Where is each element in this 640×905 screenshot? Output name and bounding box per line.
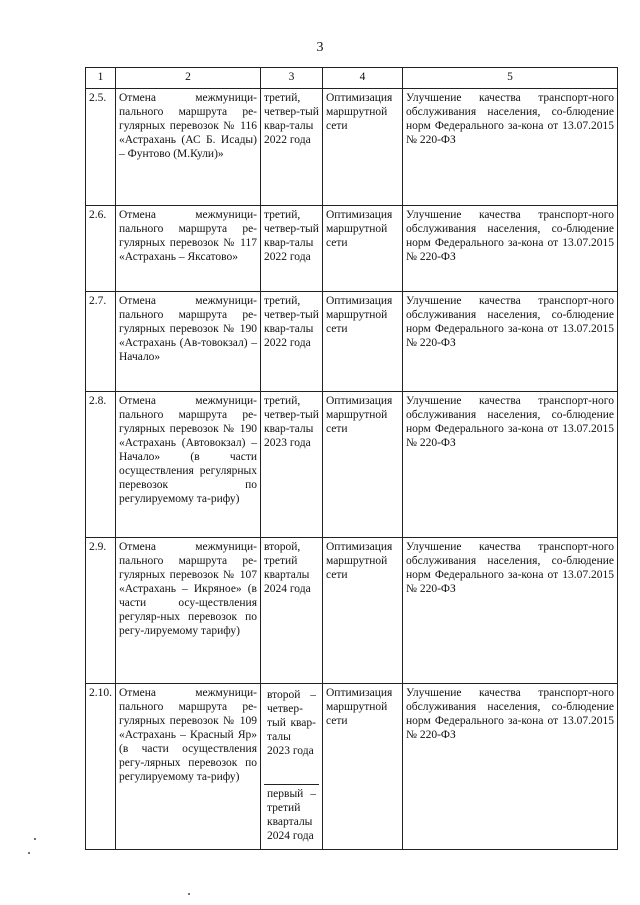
header-cell-2: 2 bbox=[116, 68, 261, 89]
header-cell-3: 3 bbox=[261, 68, 323, 89]
row-goal: Оптимизация маршрутной сети bbox=[323, 538, 403, 684]
row-period: третий, четвер-тый квар-талы 2022 года bbox=[261, 206, 323, 292]
row-goal: Оптимизация маршрутной сети bbox=[323, 292, 403, 392]
row-number: 2.7. bbox=[86, 292, 116, 392]
table-row bbox=[86, 206, 618, 292]
row-number: 2.6. bbox=[86, 206, 116, 292]
row-result: Улучшение качества транспорт-ного обслуживания населения, со-блюдение норм Федерального за-кона от 13.07.2015 № 220-ФЗ bbox=[403, 292, 618, 392]
row-description: Отмена межмуници-пального маршрута ре-гулярных перевозок № 117 «Астрахань – Яксатово» bbox=[116, 206, 261, 292]
header-cell-5: 5 bbox=[403, 68, 618, 89]
row-result: Улучшение качества транспорт-ного обслуживания населения, со-блюдение норм Федерального за-кона от 13.07.2015 № 220-ФЗ bbox=[403, 684, 618, 850]
row-goal: Оптимизация маршрутной сети bbox=[323, 206, 403, 292]
row-number: 2.8. bbox=[86, 392, 116, 538]
row-period: третий, четвер-тый квар-талы 2022 года bbox=[261, 89, 323, 206]
row-period: второй, третий кварталы 2024 года bbox=[261, 538, 323, 684]
scan-speck bbox=[28, 852, 30, 854]
row-period: второй – четвер-тый квар-талы 2023 года bbox=[264, 686, 319, 785]
page-number: 3 bbox=[316, 40, 324, 55]
row-number: 2.9. bbox=[86, 538, 116, 684]
row-description: Отмена межмуници-пального маршрута ре-гулярных перевозок № 109 «Астрахань – Красный Яр» (в части осуществления регу-лярных перевозок по регулируемому та-рифу) bbox=[116, 684, 261, 850]
row-goal: Оптимизация маршрутной сети bbox=[323, 392, 403, 538]
row-result: Улучшение качества транспорт-ного обслуживания населения, со-блюдение норм Федерального за-кона от 13.07.2015 № 220-ФЗ bbox=[403, 538, 618, 684]
row-result: Улучшение качества транспорт-ного обслуживания населения, со-блюдение норм Федерального за-кона от 13.07.2015 № 220-ФЗ bbox=[403, 89, 618, 206]
row-result: Улучшение качества транспорт-ного обслуживания населения, со-блюдение норм Федерального за-кона от 13.07.2015 № 220-ФЗ bbox=[403, 392, 618, 538]
row-period-second: первый – третий кварталы 2024 года bbox=[267, 788, 316, 842]
header-cell-4: 4 bbox=[323, 68, 403, 89]
row-number: 2.10. bbox=[86, 684, 116, 850]
row-period-split bbox=[261, 684, 323, 850]
row-goal: Оптимизация маршрутной сети bbox=[323, 684, 403, 850]
row-description: Отмена межмуници-пального маршрута ре-гулярных перевозок № 116 «Астрахань (АС Б. Исады) – Фунтово (М.Кули)» bbox=[116, 89, 261, 206]
row-description: Отмена межмуници-пального маршрута ре-гулярных перевозок № 190 «Астрахань (Ав-товокзал) – Начало» bbox=[116, 292, 261, 392]
table-row bbox=[86, 538, 618, 684]
scan-speck bbox=[34, 838, 36, 840]
row-goal: Оптимизация маршрутной сети bbox=[323, 89, 403, 206]
measures-table bbox=[85, 67, 618, 850]
row-number: 2.5. bbox=[86, 89, 116, 206]
row-period: третий, четвер-тый квар-талы 2023 года bbox=[261, 392, 323, 538]
table-row bbox=[86, 292, 618, 392]
table-row bbox=[86, 89, 618, 206]
table-row bbox=[86, 392, 618, 538]
row-description: Отмена межмуници-пального маршрута ре-гулярных перевозок № 190 «Астрахань (Автовокзал) – Начало» (в части осуществления регулярных перевозок по регулируемому та-рифу) bbox=[116, 392, 261, 538]
table-row bbox=[86, 684, 618, 850]
scan-speck bbox=[188, 893, 190, 895]
table-header-row bbox=[86, 68, 618, 89]
header-cell-1: 1 bbox=[86, 68, 116, 89]
row-description: Отмена межмуници-пального маршрута ре-гулярных перевозок № 107 «Астрахань – Икряное» (в части осу-ществления регуляр-ных перевозок по регу-лируемому тарифу) bbox=[116, 538, 261, 684]
row-period: третий, четвер-тый квар-талы 2022 года bbox=[261, 292, 323, 392]
row-result: Улучшение качества транспорт-ного обслуживания населения, со-блюдение норм Федерального за-кона от 13.07.2015 № 220-ФЗ bbox=[403, 206, 618, 292]
